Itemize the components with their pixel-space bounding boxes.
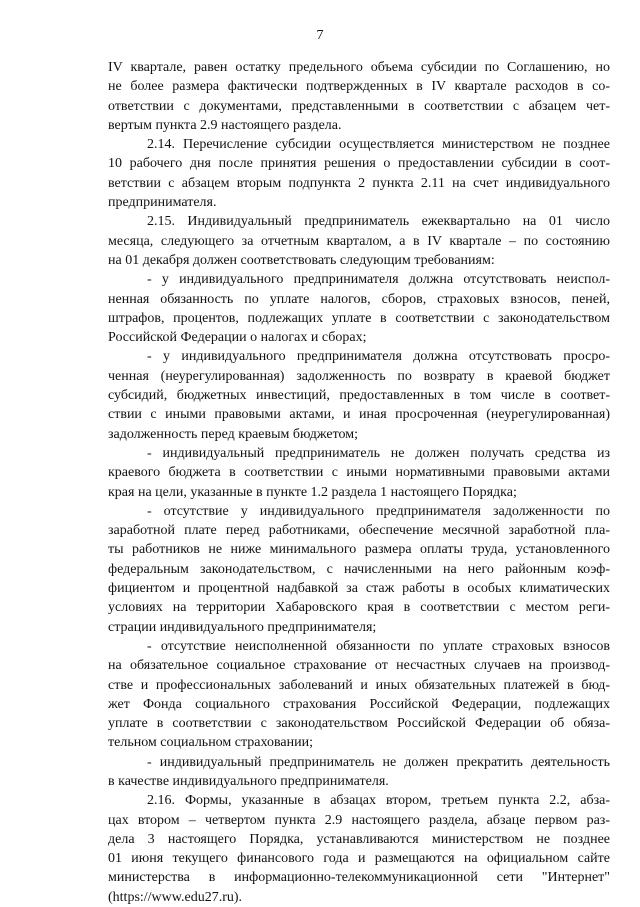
paragraph-p-req-2 [108,347,610,443]
text-line: уплате в соответствии с законодательством Российской Федерации об обяза- [108,716,610,732]
text-line: - отсутствие неисполненной обязанности по уплате страховых взносов [147,638,610,654]
paragraph-p1-continuation [108,58,610,135]
text-line: IV квартале, равен остатку предельного объема субсидии по Соглашению, но [108,60,610,75]
text-line: Российской Федерации о налогах и сборах; [108,330,367,346]
document-body [108,58,610,907]
text-line: ненная обязанность по уплате налогов, сборов, страховых взносов, пеней, [108,291,610,307]
text-line: ствии с иными правовыми актами, и иная просроченная (неурегулированная) [108,407,610,423]
text-line: 01 июня текущего финансового года и размещаются на официальном сайте [108,851,610,867]
paragraph-p-req-5 [108,637,610,753]
text-line: (https://www.edu27.ru). [108,889,243,905]
text-line: предпринимателя. [108,195,217,211]
text-line: жет Фонда социального страхования Российской Федерации, подлежащих [108,696,610,712]
text-line: не более размера фактически подтвержденных в IV квартале расходов в со- [108,79,610,95]
text-line: страции индивидуального предпринимателя; [108,619,377,635]
text-line: - у индивидуального предпринимателя должна отсутствовать неиспол- [147,272,610,288]
text-line: 10 рабочего дня после принятия решения о предоставлении субсидии в соот- [108,156,610,172]
text-line: краевого бюджета в соответствии с иными нормативными правовыми актами [108,465,610,481]
text-line: края на цели, указанные в пункте 1.2 раздела 1 настоящего Порядка; [108,484,517,500]
text-line: задолженность перед краевым бюджетом; [108,426,358,442]
text-line: штрафов, процентов, подлежащих уплате в соответствии с законодательством [108,310,610,326]
text-line: - у индивидуального предпринимателя должна отсутствовать просро- [147,349,610,365]
page-number: 7 [316,28,324,43]
text-line: 2.15. Индивидуальный предприниматель ежеквартально на 01 число [147,214,610,230]
text-line: заработной плате перед работниками, обеспечение месячной заработной пла- [108,523,610,539]
text-line: ответствии с документами, представленными в соответствии с абзацем чет- [108,98,610,114]
text-line: фициентом и процентной надбавкой за стаж работы в особых климатических [108,581,610,597]
text-line: субсидий, бюджетных инвестиций, предоставленных в том числе в соответ- [108,388,610,404]
paragraph-p-req-3 [108,444,610,502]
text-line: тельном социальном страховании; [108,735,313,751]
text-line: в качестве индивидуального предпринимателя. [108,773,389,789]
text-line: министерства в информационно-телекоммуникационной сети "Интернет" [108,870,610,886]
text-line: - индивидуальный предприниматель не должен прекратить деятельность [147,754,610,770]
paragraph-p-2-14 [108,135,610,212]
paragraph-p-2-16 [108,791,610,907]
text-line: условиях на территории Хабаровского края в соответствии с местом реги- [108,600,610,616]
paragraph-p-2-15 [108,212,610,270]
text-line: месяца, следующего за отчетным кварталом, а в IV квартале – по состоянию [108,233,610,249]
text-line: 2.14. Перечисление субсидии осуществляется министерством не позднее [147,137,610,153]
paragraph-p-req-6 [108,753,610,792]
paragraph-p-req-4 [108,502,610,637]
text-line: на 01 декабря должен соответствовать следующим требованиям: [108,252,495,268]
text-line: ченная (неурегулированная) задолженность по возврату в краевой бюджет [108,368,610,384]
text-line: вертым пункта 2.9 настоящего раздела. [108,117,342,133]
text-line: 2.16. Формы, указанные в абзацах втором, третьем пункта 2.2, абза- [147,793,610,809]
text-line: - индивидуальный предприниматель не должен получать средства из [147,445,610,461]
text-line: ты работников не ниже минимального размера оплаты труда, установленного [108,542,610,558]
text-line: дела 3 настоящего Порядка, устанавливаются министерством не позднее [108,831,610,847]
text-line: ветствии с абзацем вторым подпункта 2 пункта 2.11 на счет индивидуального [108,175,610,191]
text-line: стве и профессиональных заболеваний и иных обязательных платежей в бюд- [108,677,610,693]
text-line: - отсутствие у индивидуального предпринимателя задолженности по [147,503,610,519]
text-line: федеральным законодательством, с начисленными на него районным коэф- [108,561,610,577]
text-line: на обязательное социальное страхование от несчастных случаев на производ- [108,658,610,674]
paragraph-p-req-1 [108,270,610,347]
text-line: цах втором – четвертом пункта 2.9 настоящего раздела, абзаце первом раз- [108,812,610,828]
